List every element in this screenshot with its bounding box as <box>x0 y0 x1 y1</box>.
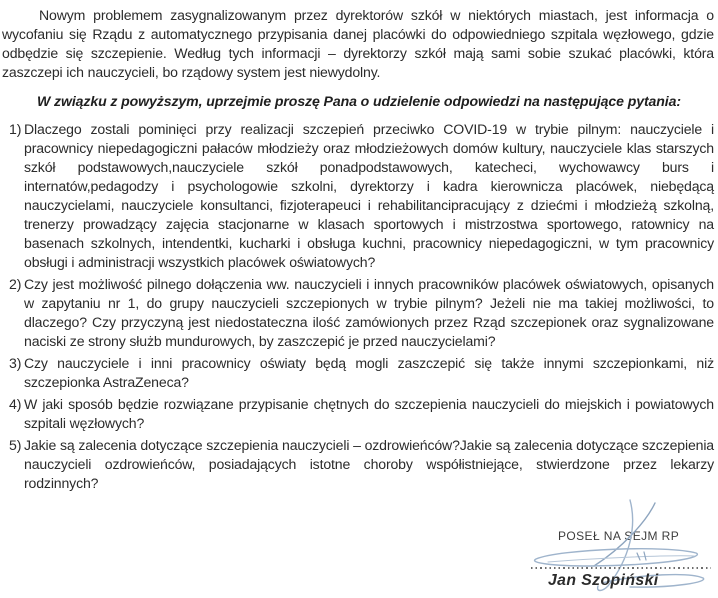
signature-dotted-line <box>531 567 711 569</box>
question-text: Czy nauczyciele i inni pracownicy oświaty będą mogli zaszczepić się także innymi szczepionkami, niż szczepionka AstraZeneca? <box>24 355 714 390</box>
signature-name: Jan Szopiński <box>548 572 659 589</box>
question-number: 2) <box>9 276 22 292</box>
question-item <box>2 436 714 493</box>
question-number: 4) <box>9 396 22 412</box>
request-line: W związku z powyższym, uprzejmie proszę Pana o udzielenie odpowiedzi na następujące pytania: <box>37 93 681 109</box>
question-text: Czy jest możliwość pilnego dołączenia ww. nauczycieli i innych pracowników placówek oświatowych, opisanych w zapytaniu nr 1, do grupy nauczycieli szczepionych w trybie pilnym? Jeżeli nie ma takiej możliwości, to dlaczego? Czy przyczyną jest niedostateczna ilość zamówionych przez Rząd szczepionek oraz sygnalizowane naciski ze strony służb mundurowych, by zaszczepić je przed nauczycielami? <box>24 276 714 349</box>
questions-list <box>2 120 714 493</box>
question-text: W jaki sposób będzie rozwiązane przypisanie chętnych do szczepienia nauczycieli do miejskich i powiatowych szpitali węzłowych? <box>24 396 714 431</box>
question-item <box>2 354 714 392</box>
question-text: Dlaczego zostali pominięci przy realizacji szczepień przeciwko COVID-19 w trybie pilnym: nauczyciele i pracownicy niepedagogiczni pałaców młodzieży oraz młodzieżowych domów kultury, nauczyciele klas starszych szkół podstawowych,nauczyciele szkół ponadpodstawowych, katecheci, wychowawcy burs i internatów,pedagodzy i psychologowie szkolni, dyrektorzy i kadra kierownicza placówek, niebędącą nauczycielami, nauczyciele konsultanci, fizjoterapeuci i rehabilitancipracujący z dziećmi i młodzieżą szkolną, trenerzy prowadzący zajęcia stacjonarne w klasach sportowych i mistrzostwa sportowego, ratownicy na basenach szkolnych, intendentki, kucharki i obsługa kuchni, pracownicy niepedagogiczni, w tym pracownicy obsługi i administracji wszystkich placówek oświatowych? <box>24 121 714 270</box>
question-number: 3) <box>9 355 22 371</box>
question-number: 5) <box>9 437 22 453</box>
intro-paragraph: Nowym problemem zasygnalizowanym przez dyrektorów szkół w niektórych miastach, jest informacja o wycofaniu się Rządu z automatycznego przypisania danej placówki do odpowiedniego szpitala węzłowego, gdzie odbędzie się szczepienie. Według tych informacji – dyrektorzy szkół mają sami sobie szukać placówki, która zaszczepi ich nauczycieli, bo rządowy system jest niewydolny. <box>2 7 714 80</box>
signature-block <box>518 498 718 598</box>
signature-title: POSEŁ NA SEJM RP <box>558 529 680 543</box>
question-item <box>2 275 714 351</box>
question-number: 1) <box>9 121 22 137</box>
question-item <box>2 395 714 433</box>
question-item <box>2 120 714 272</box>
question-text: Jakie są zalecenia dotyczące szczepienia nauczycieli – ozdrowieńców?Jakie są zalecenia dotyczące szczepienia nauczycieli ozdrowieńców, posiadających istotne choroby współistniejące, stwierdzone przez lekarzy rodzinnych? <box>24 437 714 491</box>
